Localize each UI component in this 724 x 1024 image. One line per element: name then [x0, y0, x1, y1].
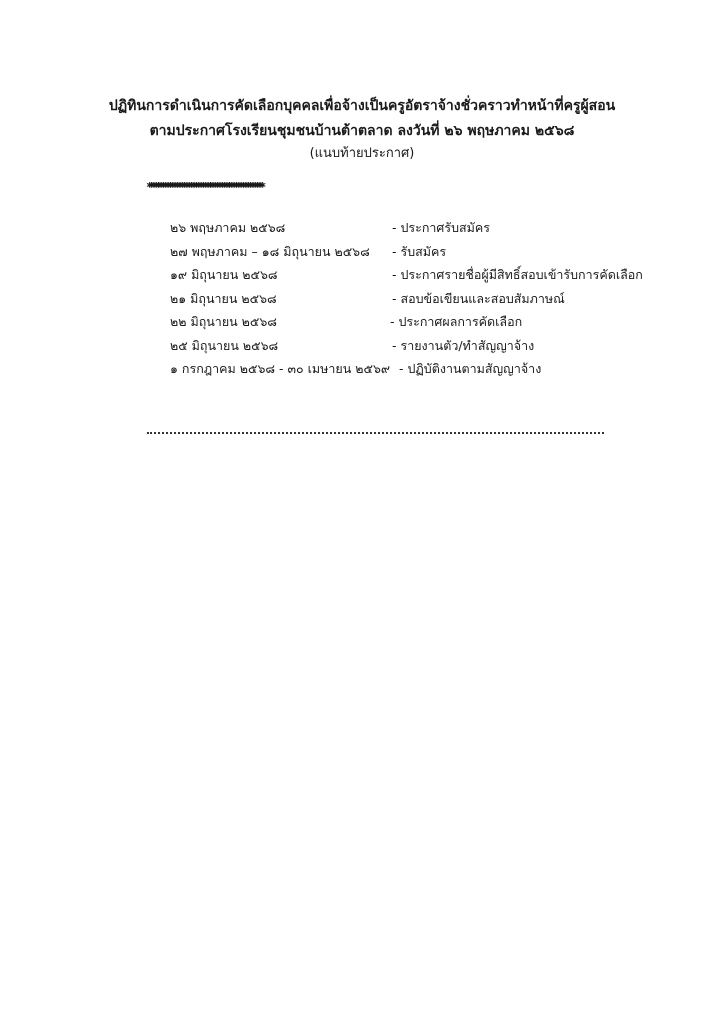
- schedule-date: ๑ กรกฎาคม ๒๕๖๘ - ๓๐ เมษายน ๒๕๖๙: [170, 361, 391, 376]
- dotted-divider: [147, 432, 604, 434]
- schedule-date: ๒๑ มิถุนายน ๒๕๖๘: [170, 290, 277, 306]
- document-title-line-1: ปฏิทินการดำเนินการคัดเลือกบุคคลเพื่อจ้างเป็นครูอัตราจ้างชั่วคราวทำหน้าที่ครูผู้สอน: [108, 98, 616, 114]
- schedule-row: [170, 242, 650, 266]
- document-title-line-2: ตามประกาศโรงเรียนชุมชนบ้านต้าตลาด ลงวันที่ ๒๖ พฤษภาคม ๒๕๖๘: [149, 123, 575, 139]
- schedule-event: - ประกาศรับสมัคร: [392, 220, 490, 235]
- schedule-row: [170, 289, 650, 313]
- schedule-event: - ปฏิบัติงานตามสัญญาจ้าง: [399, 361, 542, 376]
- schedule-row: [170, 359, 650, 383]
- schedule-event: - ประกาศรายชื่อผู้มีสิทธิ์สอบเข้ารับการคัดเลือก: [392, 267, 643, 282]
- schedule-row: [170, 265, 650, 289]
- schedule-event: - ประกาศผลการคัดเลือก: [390, 314, 523, 329]
- schedule-date: ๒๖ พฤษภาคม ๒๕๖๘: [170, 220, 286, 235]
- schedule-row: [170, 218, 650, 242]
- schedule-event: - รับสมัคร: [392, 243, 447, 259]
- schedule-date: ๑๙ มิถุนายน ๒๕๖๘: [170, 267, 278, 282]
- schedule-date: ๒๕ มิถุนายน ๒๕๖๘: [170, 337, 279, 353]
- schedule-row: [170, 312, 650, 336]
- document-subtitle: (แนบท้ายประกาศ): [309, 146, 415, 161]
- schedule-date: ๒๗ พฤษภาคม – ๑๘ มิถุนายน ๒๕๖๘: [170, 243, 370, 259]
- asterisk-separator: ******************************************************************: [146, 180, 261, 194]
- schedule-event: - สอบข้อเขียนและสอบสัมภาษณ์: [392, 290, 565, 306]
- schedule-row: [170, 336, 650, 360]
- schedule-event: - รายงานตัว/ทำสัญญาจ้าง: [392, 337, 535, 353]
- schedule-date: ๒๒ มิถุนายน ๒๕๖๘: [170, 314, 277, 329]
- schedule-list: [170, 218, 650, 383]
